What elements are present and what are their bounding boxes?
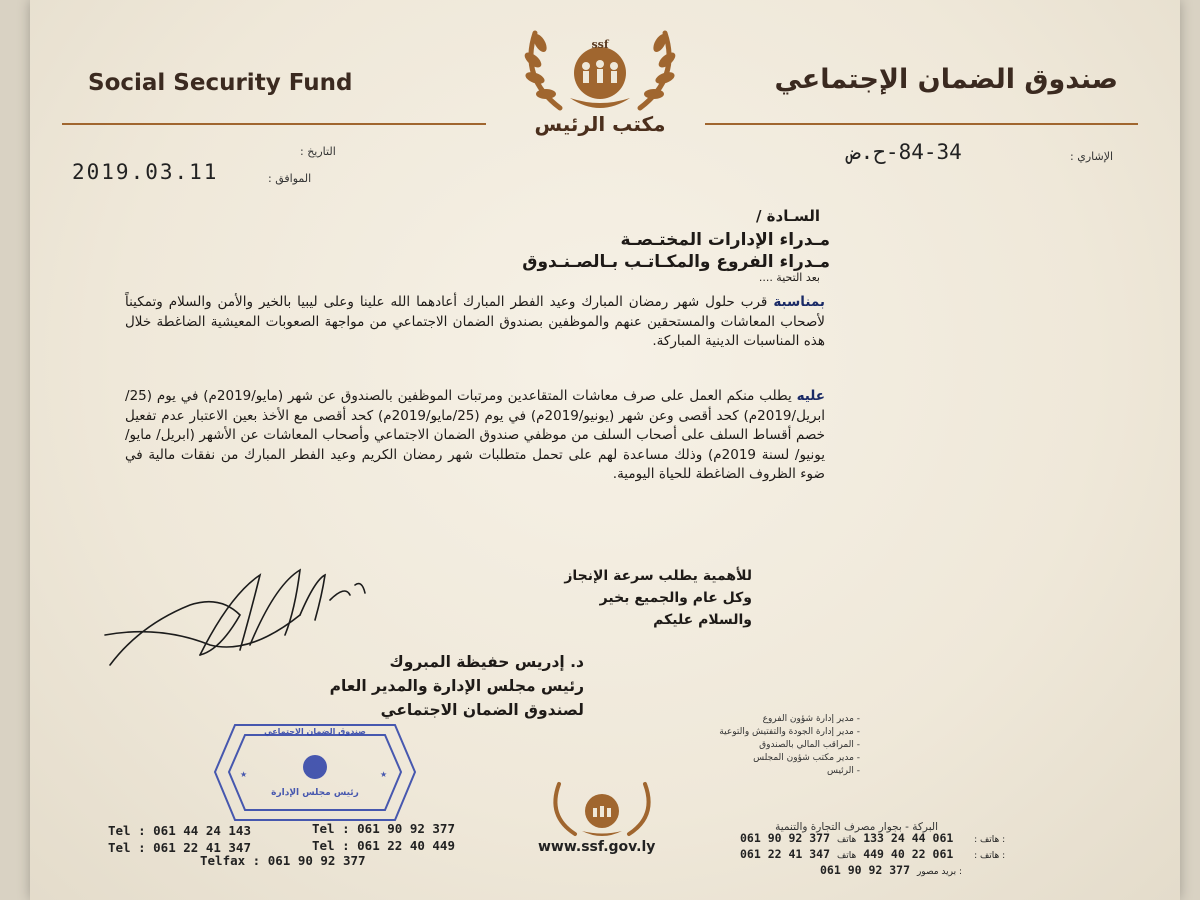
paragraph-2-text: يطلب منكم العمل على صرف معاشات المتقاعدين ومرتبات الموظفين بالصندوق عن شهر (مايو/2019م) في يوم (25/ ابريل/2019م) كحد أقصى وعن شهر (يونيو/2019م) في يوم (25/مايو/2019م) كحد أقصى مع الأخذ بعين الاعتبار عدم تفعيل خصم أقساط السلف على أصحاب السلف من موظفي صندوق الضمان الاجتماعي وأصحاب المعاشات عن الأشهر (ابريل/ مايو/ يونيو/ لسنة 2019م) وذلك مساعدة لهم على تحمل متطلبات شهر رمضان الكريم وعيد الفطر المبارك من نفقات مالية في ضوء الظروف الضاغطة للحياة اليومية. bbox=[125, 388, 826, 483]
closing-line-2: وكل عام والجميع بخير bbox=[599, 590, 752, 606]
svg-text:★: ★ bbox=[240, 770, 248, 779]
closing-line-3: والسلام عليكم bbox=[653, 612, 752, 628]
cc-item: - المراقب المالي بالصندوق bbox=[759, 740, 860, 750]
telfax: Telfax : 061 90 92 377 bbox=[200, 853, 366, 868]
signature-block bbox=[330, 650, 584, 722]
phone-number: 061 22 41 347 bbox=[740, 847, 831, 861]
svg-text:ssf: ssf bbox=[591, 38, 609, 51]
addressee-line-1: مـدراء الإدارات المختـصـة bbox=[620, 230, 830, 250]
footer-wreath-logo bbox=[537, 776, 667, 841]
phone-number: Tel : 061 44 24 143 bbox=[108, 823, 251, 838]
salutation: السـادة / bbox=[755, 207, 820, 225]
phone-label: هاتف : bbox=[836, 835, 1006, 845]
cc-item: - مدير مكتب شؤون المجلس bbox=[753, 753, 860, 763]
website-url: www.ssf.gov.ly bbox=[538, 839, 656, 855]
phone-number: 061 22 40 449 bbox=[863, 847, 954, 861]
footer-phones-left-col2 bbox=[312, 820, 455, 854]
date-value: 2019.03.11 bbox=[72, 160, 219, 184]
header-rule-left bbox=[62, 123, 486, 125]
signatory-title-1: رئيس مجلس الإدارة والمدير العام bbox=[329, 677, 584, 695]
phone-number: 061 44 24 133 bbox=[863, 831, 954, 845]
closing-line-1: للأهمية يطلب سرعة الإنجاز bbox=[564, 568, 752, 584]
org-name-arabic: صندوق الضمان الإجتماعي bbox=[774, 64, 1118, 95]
svg-text:★: ★ bbox=[380, 770, 388, 779]
official-stamp bbox=[205, 715, 425, 830]
ssf-wreath-logo bbox=[500, 18, 700, 118]
date-label: التاريخ : bbox=[300, 145, 336, 158]
phone-label: هاتف : bbox=[974, 835, 1000, 845]
cc-item: - مدير إدارة الجودة والتفتيش والتوعية bbox=[719, 727, 860, 737]
paragraph-2-lead: عليه bbox=[796, 388, 826, 404]
footer-phones-right bbox=[740, 831, 1005, 879]
reference-value: 84-34-ح.ض bbox=[848, 140, 962, 164]
greeting: بعد التحية .... bbox=[758, 271, 820, 284]
fax-label: بريد مصور : bbox=[916, 867, 963, 877]
signatory-title-2: لصندوق الضمان الاجتماعي bbox=[380, 701, 584, 719]
paragraph-1 bbox=[125, 293, 825, 352]
footer-phones-left-col1 bbox=[108, 822, 251, 856]
org-name-english: Social Security Fund bbox=[88, 70, 353, 96]
cc-item: - مدير إدارة شؤون الفروع bbox=[762, 714, 860, 724]
reference-label: الإشاري : bbox=[1070, 150, 1114, 163]
phone-number: 061 90 92 377 bbox=[740, 831, 831, 845]
president-office-title: مكتب الرئيس bbox=[534, 112, 666, 136]
fax-number: 061 90 92 377 bbox=[820, 863, 911, 877]
closing-block bbox=[564, 565, 752, 631]
paragraph-1-lead: بمناسبة bbox=[773, 294, 825, 310]
phone-number: Tel : 061 22 41 347 bbox=[108, 840, 251, 855]
phone-label: هاتف : bbox=[836, 851, 1006, 861]
svg-text:رئيس مجلس الإدارة: رئيس مجلس الإدارة bbox=[271, 788, 359, 798]
phone-label: هاتف : bbox=[974, 851, 1000, 861]
cc-item: - الرئيس bbox=[826, 766, 860, 776]
phone-number: Tel : 061 90 92 377 bbox=[312, 821, 455, 836]
cc-list bbox=[719, 713, 860, 778]
address-arabic: البركة - بجوار مصرف التجارة والتنمية bbox=[775, 821, 938, 833]
paragraph-1-text: قرب حلول شهر رمضان المبارك وعيد الفطر المبارك أعادهما الله علينا وعلى ليبيا بالخير والأمن والسلام وتمكيناً لأصحاب المعاشات والمستحقين عنهم والموظفين بصندوق الضمان الاجتماعي من مواجهة الصعوبات المعيشية الضاغطة خلال هذه المناسبات الدينية المباركة. bbox=[125, 294, 825, 350]
date-corresponding-label: الموافق : bbox=[268, 172, 312, 185]
paragraph-2 bbox=[125, 387, 825, 485]
phone-number: Tel : 061 22 40 449 bbox=[312, 838, 455, 853]
svg-text:صندوق الضمان الاجتماعي: صندوق الضمان الاجتماعي bbox=[264, 727, 366, 736]
addressee-line-2: مـدراء الفروع والمكـاتـب بـالصـنـدوق bbox=[522, 252, 830, 272]
signatory-name: د. إدريس حفيظة المبروك bbox=[389, 653, 584, 671]
header-rule-right bbox=[705, 123, 1138, 125]
